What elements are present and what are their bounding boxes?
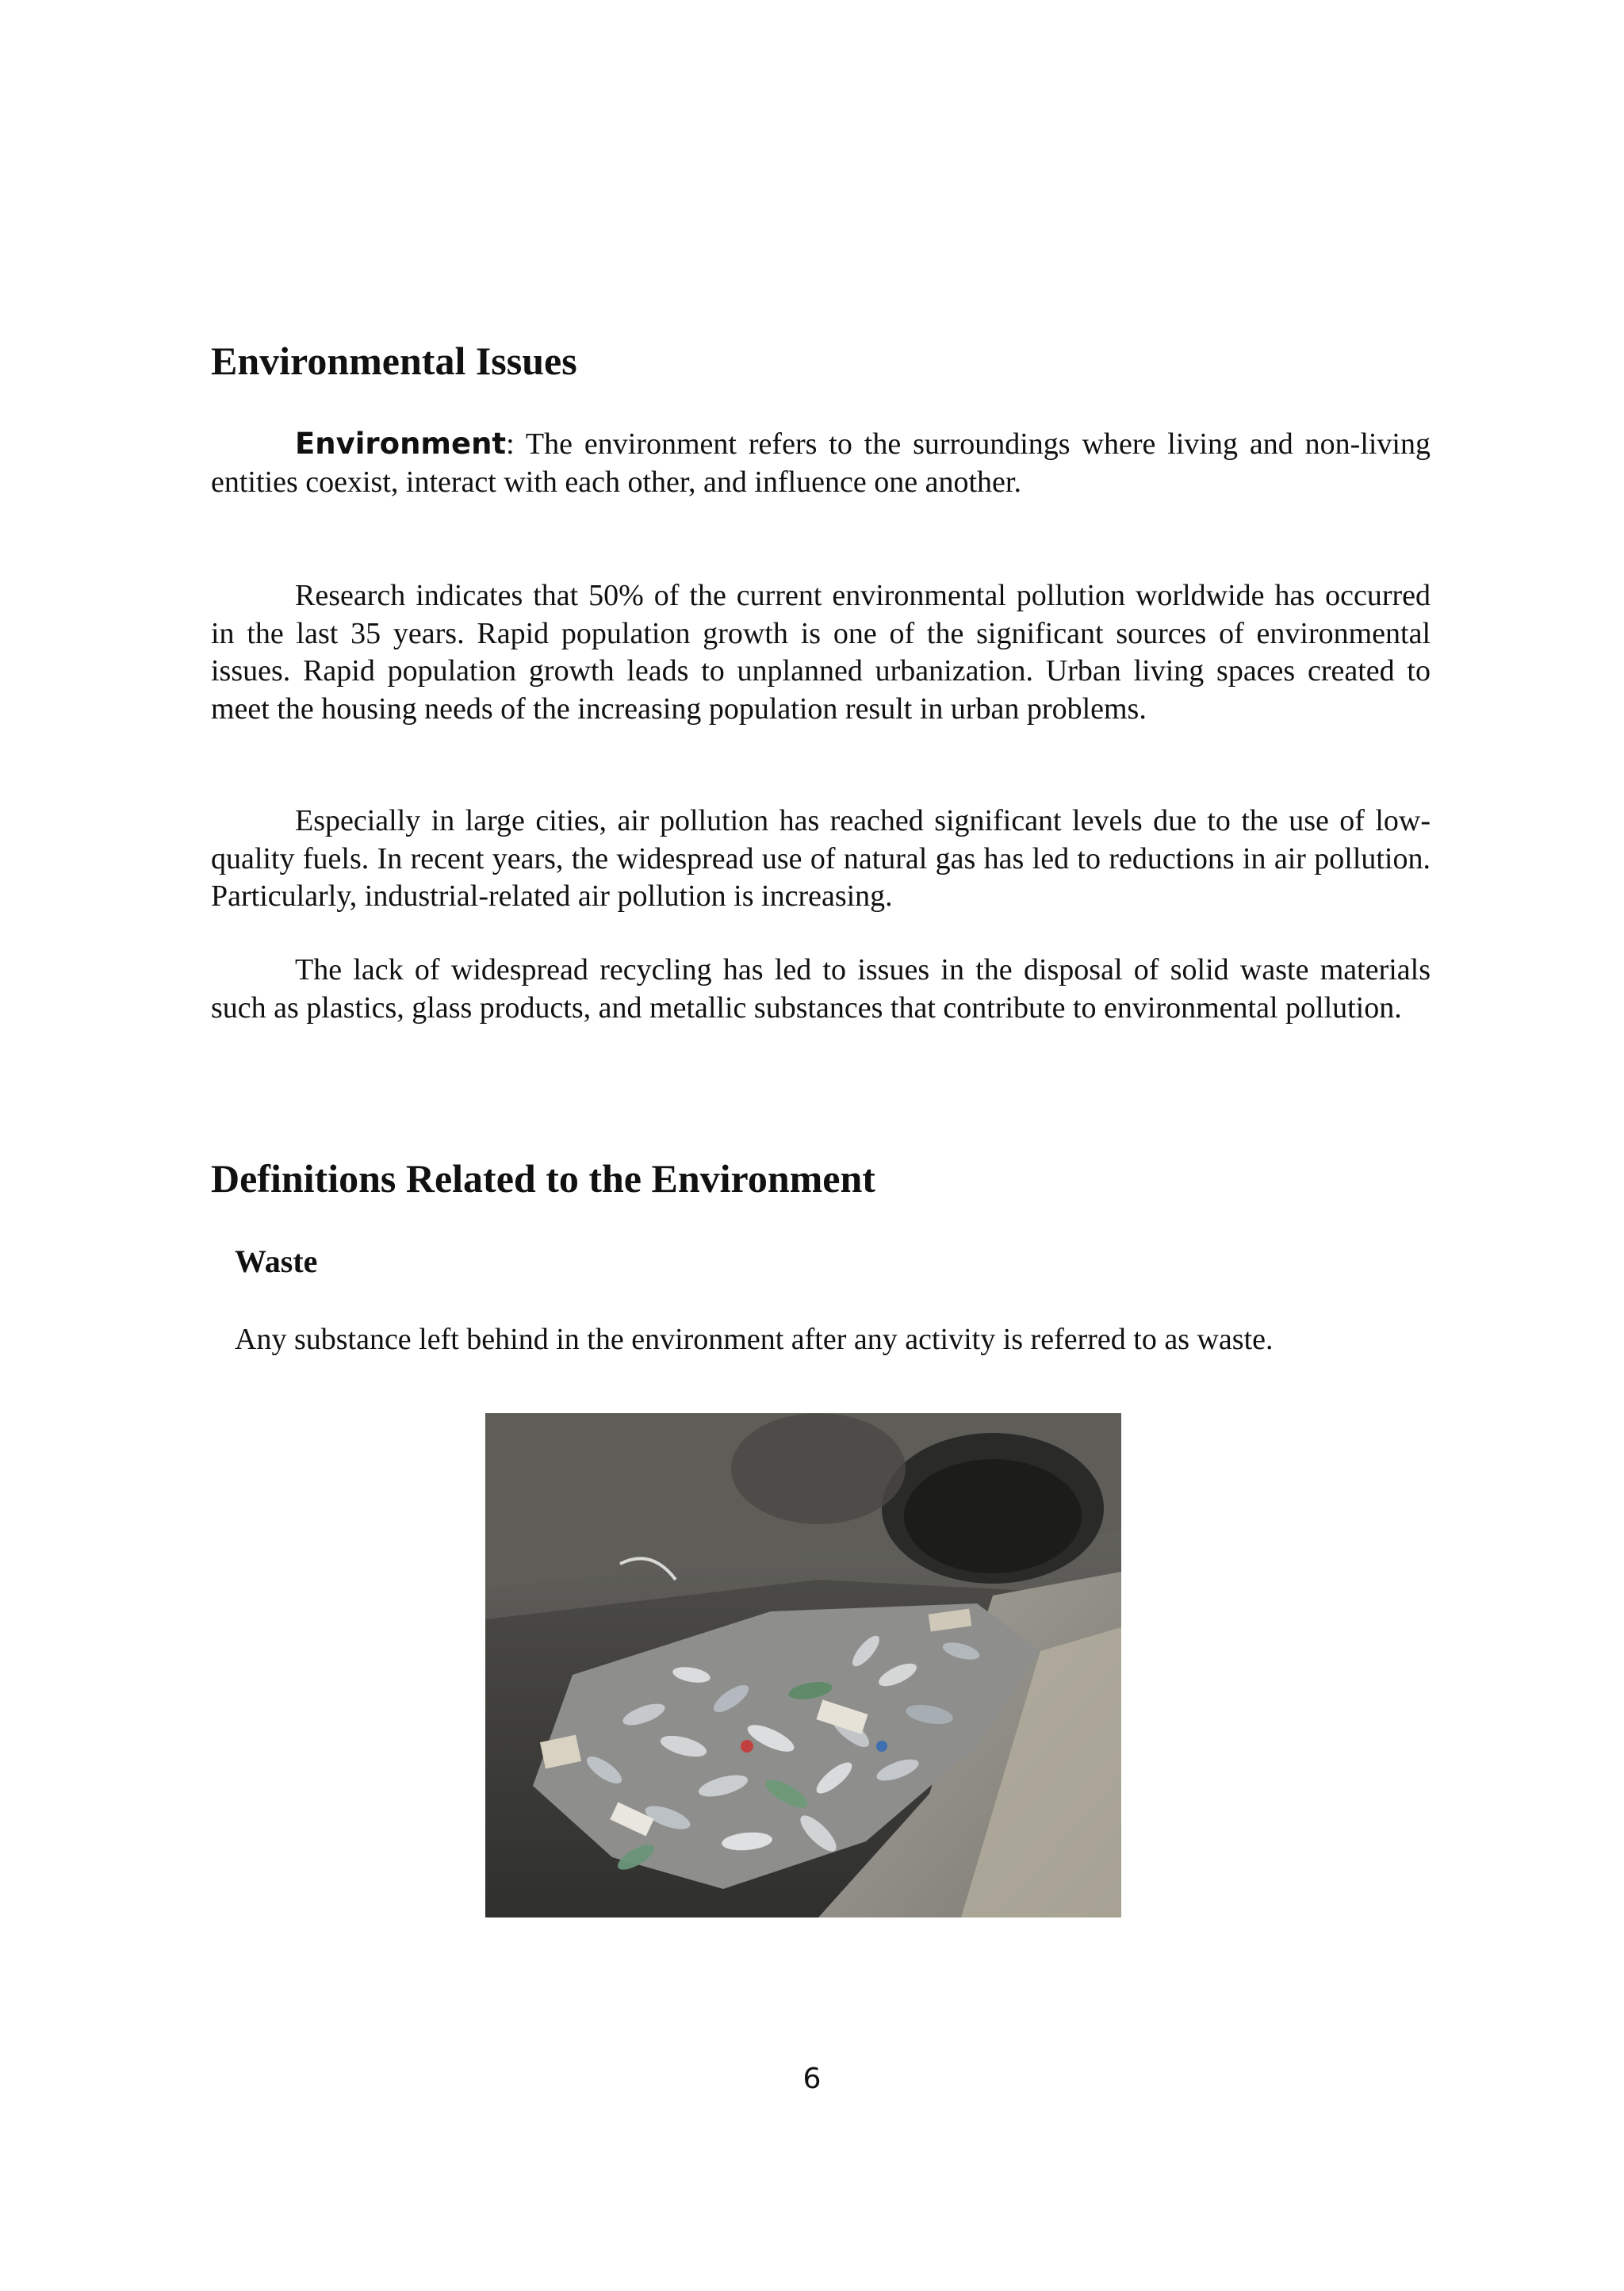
- environment-definition-paragraph: [211, 425, 1431, 501]
- subheading-waste: Waste: [235, 1243, 318, 1279]
- paragraph-population-growth: Research indicates that 50% of the current environmental pollution worldwide has occurred in the last 35 years. Rapid population growth is one of the significant sources of environmental issues. Rapid population growth leads to unplanned urbanization. Urban living spaces created to meet the housing needs of the increasing population result in urban problems.: [211, 579, 1431, 726]
- page-number: 6: [802, 2063, 822, 2095]
- definition-text: : The environment refers to the surroundings where living and non-living entities coexist, interact with each other, and influence one another.: [211, 427, 1431, 499]
- plastic-waste-illustration: [485, 1413, 1121, 1917]
- plastic-waste-photo: [485, 1413, 1121, 1917]
- paragraph-recycling: The lack of widespread recycling has led to issues in the disposal of solid waste materials such as plastics, glass products, and metallic substances that contribute to environmental pollution.: [211, 953, 1431, 1025]
- definition-term: Environment: [295, 427, 507, 461]
- paragraph-air-pollution: Especially in large cities, air pollution has reached significant levels due to the use of low-quality fuels. In recent years, the widespread use of natural gas has led to reductions in air pollution. Particularly, industrial-related air pollution is increasing.: [211, 804, 1431, 913]
- section-heading-environmental-issues: Environmental Issues: [211, 339, 577, 383]
- waste-definition-text: Any substance left behind in the environment after any activity is referred to as waste.: [235, 1323, 1274, 1356]
- section-heading-definitions: Definitions Related to the Environment: [211, 1156, 875, 1201]
